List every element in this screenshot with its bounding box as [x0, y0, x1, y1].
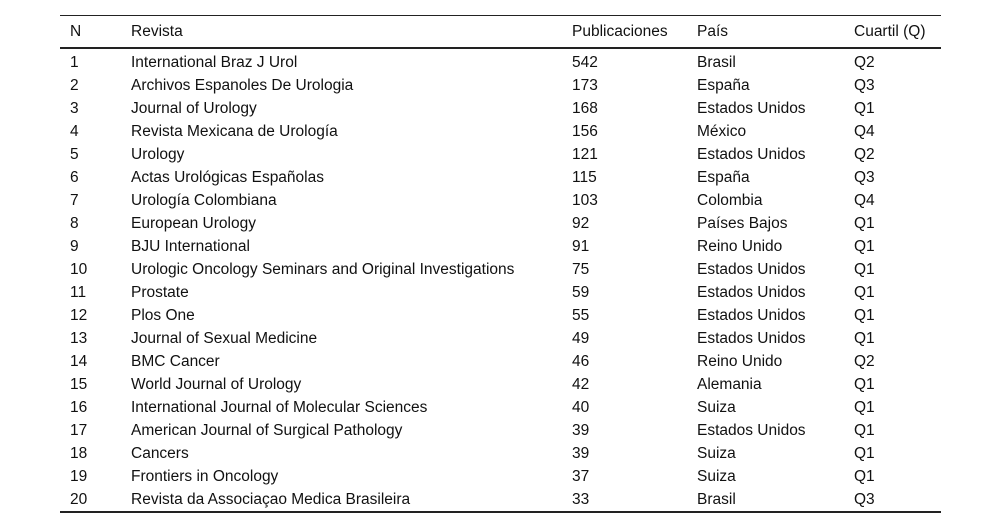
cell-n: 5 [70, 145, 79, 163]
cell-cuartil: Q1 [854, 283, 875, 301]
cell-revista: Urologic Oncology Seminars and Original Investigations [131, 260, 515, 278]
cell-cuartil: Q1 [854, 421, 875, 439]
cell-revista: Frontiers in Oncology [131, 467, 279, 485]
cell-n: 2 [70, 76, 79, 94]
cell-cuartil: Q1 [854, 375, 875, 393]
cell-n: 20 [70, 490, 88, 508]
cell-n: 4 [70, 122, 79, 140]
cell-pais: Países Bajos [697, 214, 788, 232]
table-row [60, 327, 941, 350]
cell-cuartil: Q1 [854, 260, 875, 278]
cell-cuartil: Q1 [854, 467, 875, 485]
cell-cuartil: Q4 [854, 191, 875, 209]
cell-publicaciones: 33 [572, 490, 590, 508]
cell-cuartil: Q1 [854, 237, 875, 255]
cell-publicaciones: 49 [572, 329, 590, 347]
cell-revista: BMC Cancer [131, 352, 220, 370]
cell-publicaciones: 156 [572, 122, 598, 140]
cell-revista: World Journal of Urology [131, 375, 302, 393]
cell-n: 8 [70, 214, 79, 232]
cell-revista: Revista da Associaçao Medica Brasileira [131, 490, 411, 508]
cell-n: 15 [70, 375, 88, 393]
cell-pais: Estados Unidos [697, 283, 806, 301]
table-row [60, 120, 941, 143]
cell-publicaciones: 542 [572, 54, 598, 71]
cell-publicaciones: 55 [572, 306, 590, 324]
cell-pais: Suiza [697, 467, 736, 485]
table-row [60, 373, 941, 396]
table-row [60, 74, 941, 97]
header-revista: Revista [131, 22, 183, 40]
cell-revista: Journal of Urology [131, 99, 257, 117]
cell-pais: Alemania [697, 375, 762, 393]
cell-cuartil: Q1 [854, 306, 875, 324]
cell-cuartil: Q3 [854, 490, 875, 508]
header-row [60, 16, 941, 49]
header-publicaciones: Publicaciones [572, 22, 668, 40]
table-row [60, 143, 941, 166]
header-n: N [70, 22, 82, 40]
cell-pais: España [697, 168, 750, 186]
table-row [60, 419, 941, 442]
header-cuartil: Cuartil (Q) [854, 22, 926, 40]
cell-n: 14 [70, 352, 88, 370]
cell-publicaciones: 46 [572, 352, 590, 370]
cell-n: 11 [70, 283, 87, 301]
cell-publicaciones: 37 [572, 467, 590, 485]
cell-revista: International Braz J Urol [131, 54, 298, 71]
cell-revista: European Urology [131, 214, 256, 232]
cell-cuartil: Q3 [854, 76, 875, 94]
table-row [60, 396, 941, 419]
table-row [60, 465, 941, 488]
cell-n: 1 [70, 54, 79, 71]
table-body [60, 48, 941, 512]
cell-pais: Colombia [697, 191, 763, 209]
cell-revista: Urology [131, 145, 185, 163]
cell-pais: Estados Unidos [697, 260, 806, 278]
cell-cuartil: Q1 [854, 99, 875, 117]
cell-cuartil: Q3 [854, 168, 875, 186]
cell-n: 16 [70, 398, 88, 416]
cell-n: 19 [70, 467, 88, 485]
cell-cuartil: Q1 [854, 329, 875, 347]
cell-revista: Prostate [131, 283, 189, 301]
cell-n: 13 [70, 329, 88, 347]
cell-pais: Estados Unidos [697, 145, 806, 163]
header-pais: País [697, 22, 729, 40]
cell-n: 3 [70, 99, 79, 117]
cell-revista: Revista Mexicana de Urología [131, 122, 338, 140]
cell-revista: Cancers [131, 444, 189, 462]
table-row [60, 189, 941, 212]
journals-table-container [60, 15, 941, 513]
cell-pais: Estados Unidos [697, 421, 806, 439]
cell-publicaciones: 103 [572, 191, 598, 209]
cell-revista: Urología Colombiana [131, 191, 277, 209]
cell-pais: Estados Unidos [697, 306, 806, 324]
cell-n: 17 [70, 421, 88, 439]
table-row [60, 97, 941, 120]
cell-pais: España [697, 76, 750, 94]
cell-revista: Archivos Espanoles De Urologia [131, 76, 354, 94]
table-header [60, 16, 941, 49]
journals-table [60, 15, 941, 513]
cell-revista: Plos One [131, 306, 195, 324]
table-row [60, 488, 941, 512]
cell-pais: Reino Unido [697, 352, 783, 370]
cell-publicaciones: 121 [572, 145, 598, 163]
table-row [60, 304, 941, 327]
cell-publicaciones: 59 [572, 283, 590, 301]
cell-publicaciones: 168 [572, 99, 598, 117]
cell-publicaciones: 91 [572, 237, 590, 255]
cell-n: 10 [70, 260, 88, 278]
table-row [60, 48, 941, 74]
table-row [60, 235, 941, 258]
table-row [60, 281, 941, 304]
cell-revista: International Journal of Molecular Sciences [131, 398, 428, 416]
cell-cuartil: Q2 [854, 54, 875, 71]
cell-n: 9 [70, 237, 79, 255]
table-row [60, 258, 941, 281]
cell-cuartil: Q4 [854, 122, 875, 140]
cell-pais: Reino Unido [697, 237, 783, 255]
cell-cuartil: Q2 [854, 352, 875, 370]
cell-revista: American Journal of Surgical Pathology [131, 421, 403, 439]
cell-publicaciones: 39 [572, 421, 590, 439]
cell-n: 7 [70, 191, 79, 209]
cell-cuartil: Q1 [854, 214, 875, 232]
cell-pais: Brasil [697, 490, 736, 508]
table-row [60, 166, 941, 189]
cell-n: 12 [70, 306, 88, 324]
table-row [60, 350, 941, 373]
cell-revista: Journal of Sexual Medicine [131, 329, 318, 347]
cell-publicaciones: 40 [572, 398, 590, 416]
cell-n: 18 [70, 444, 88, 462]
cell-cuartil: Q2 [854, 145, 875, 163]
cell-publicaciones: 92 [572, 214, 590, 232]
cell-cuartil: Q1 [854, 398, 875, 416]
table-row [60, 442, 941, 465]
cell-pais: Suiza [697, 398, 736, 416]
cell-n: 6 [70, 168, 79, 186]
cell-pais: México [697, 122, 747, 140]
cell-publicaciones: 115 [572, 168, 597, 186]
cell-pais: Suiza [697, 444, 736, 462]
cell-pais: Estados Unidos [697, 99, 806, 117]
cell-publicaciones: 42 [572, 375, 590, 393]
cell-pais: Estados Unidos [697, 329, 806, 347]
cell-pais: Brasil [697, 54, 736, 71]
cell-cuartil: Q1 [854, 444, 875, 462]
cell-revista: BJU International [131, 237, 250, 255]
cell-publicaciones: 173 [572, 76, 598, 94]
cell-publicaciones: 75 [572, 260, 590, 278]
cell-publicaciones: 39 [572, 444, 590, 462]
table-row [60, 212, 941, 235]
cell-revista: Actas Urológicas Españolas [131, 168, 324, 186]
